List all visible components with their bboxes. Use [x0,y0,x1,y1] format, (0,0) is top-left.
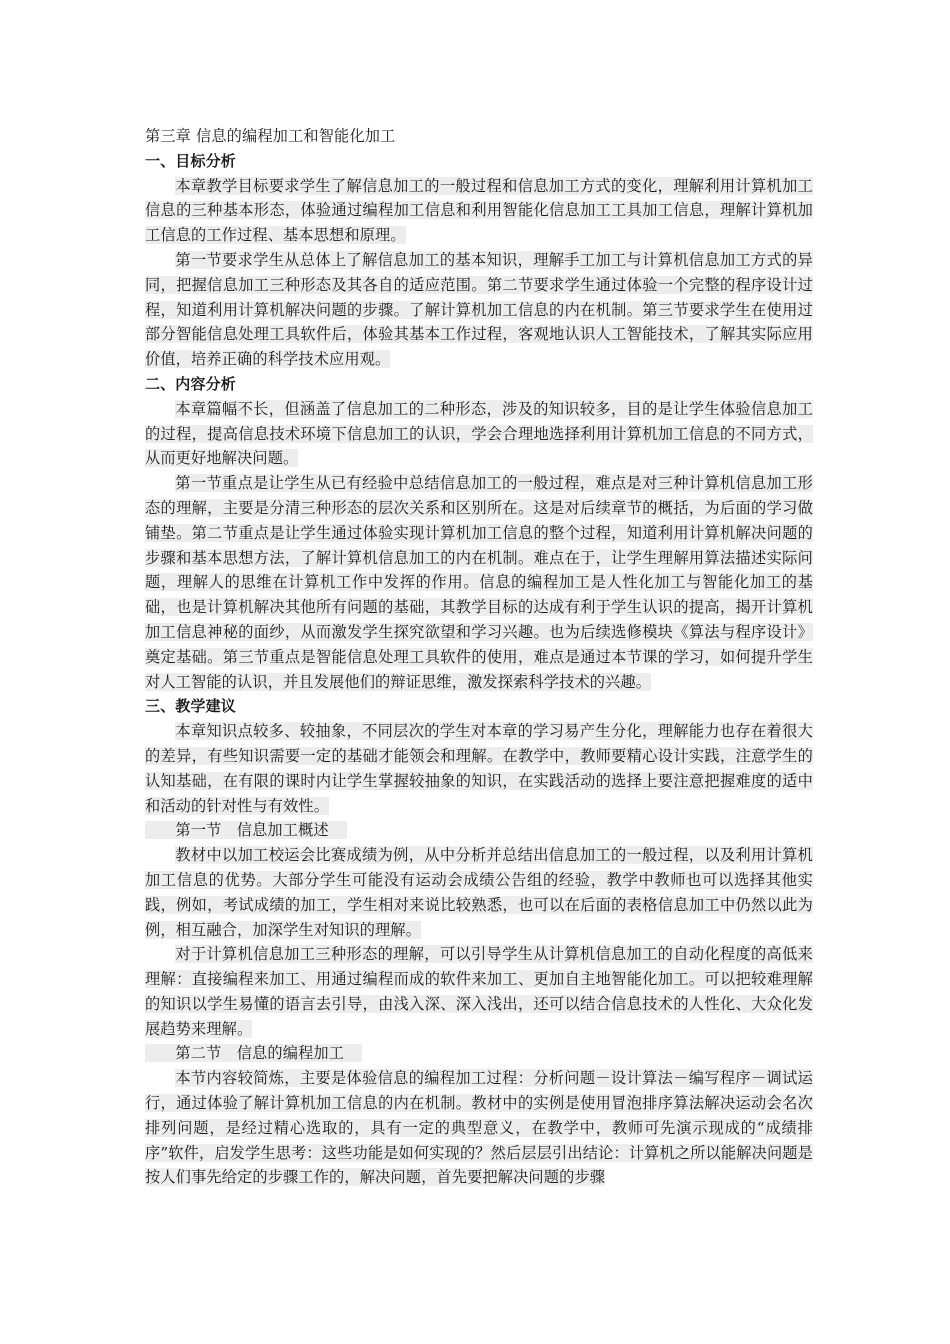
paragraph [145,843,813,942]
paragraph [145,471,813,694]
paragraph-text: 本章篇幅不长，但涵盖了信息加工的二种形态，涉及的知识较多，目的是让学生体验信息加工的过程，提高信息技术环境下信息加工的认识，学会合理地选择利用计算机加工信息的不同方式，从而更好地解决问题。 [145,399,813,468]
paragraph [145,719,813,818]
paragraph-text: 本章知识点较多、较抽象，不同层次的学生对本章的学习易产生分化，理解能力也存在着很大的差异，有些知识需要一定的基础才能领会和理解。在教学中，教师要精心设计实践，注意学生的认知基础，在有限的课时内让学生掌握较抽象的知识，在实践活动的选择上要注意把握难度的适中和活动的针对性与有效性。 [145,722,813,815]
subsection-title [145,1041,813,1066]
subsection-title-text: 第二节 信息的编程加工 [145,1044,362,1062]
section-heading: 三、教学建议 [145,697,236,716]
section-heading: 一、目标分析 [145,151,236,170]
paragraph-text: 本章教学目标要求学生了解信息加工的一般过程和信息加工方式的变化，理解利用计算机加工信息的三种基本形态，体验通过编程加工信息和利用智能化信息加工工具加工信息，理解计算机加工信息的工作过程、基本思想和原理。 [145,176,813,245]
paragraph-text: 第一节要求学生从总体上了解信息加工的基本知识，理解手工加工与计算机信息加工方式的异同，把握信息加工三种形态及其各自的适应范围。第二节要求学生通过体验一个完整的程序设计过程，知道利用计算机解决问题的步骤。了解计算机加工信息的内在机制。第三节要求学生在使用过部分智能信息处理工具软件后，体验其基本工作过程，客观地认识人工智能技术，了解其实际应用价值，培养正确的科学技术应用观。 [145,250,813,369]
subsection-title [145,818,813,843]
section-heading: 二、内容分析 [145,374,236,393]
paragraph [145,174,813,248]
paragraph [145,397,813,471]
subsection-title-text: 第一节 信息加工概述 [145,821,347,839]
chapter-title: 第三章 信息的编程加工和智能化加工 [145,127,396,145]
document-body [145,124,813,1190]
paragraph-text: 第一节重点是让学生从已有经验中总结信息加工的一般过程，难点是对三种计算机信息加工形态的理解，主要是分清三种形态的层次关系和区别所在。这是对后续章节的概括，为后面的学习做铺垫。第二节重点是让学生通过体验实现计算机加工信息的整个过程，知道利用计算机解决问题的步骤和基本思想方法，了解计算机信息加工的内在机制。难点在于，让学生理解用算法描述实际问题，理解人的思维在计算机工作中发挥的作用。信息的编程加工是人性化加工与智能化加工的基础，也是计算机解决其他所有问题的基础，其教学目标的达成有利于学生认识的提高，揭开计算机加工信息神秘的面纱，从而激发学生探究欲望和学习兴趣。也为后续选修模块《算法与程序设计》奠定基础。第三节重点是智能信息处理工具软件的使用，难点是通过本节课的学习，如何提升学生对人工智能的认识，并且发展他们的辩证思维，激发探索科学技术的兴趣。 [145,474,813,691]
paragraph-text: 对于计算机信息加工三种形态的理解，可以引导学生从计算机信息加工的自动化程度的高低来理解：直接编程来加工、用通过编程而成的软件来加工、更加自主地智能化加工。可以把较难理解的知识以学生易懂的语言去引导，由浅入深、深入浅出，还可以结合信息技术的人性化、大众化发展趋势来理解。 [145,945,813,1038]
paragraph-text: 本节内容较简炼，主要是体验信息的编程加工过程：分析问题－设计算法－编写程序－调试运行，通过体验了解计算机加工信息的内在机制。教材中的实例是使用冒泡排序算法解决运动会名次排列问题，是经过精心选取的，具有一定的典型意义，在教学中，教师可先演示现成的“成绩排序”软件，启发学生思考：这些功能是如何实现的？然后层层引出结论：计算机之所以能解决问题是按人们事先给定的步骤工作的，解决问题，首先要把解决问题的步骤 [145,1069,813,1187]
paragraph [145,1066,813,1190]
paragraph [145,942,813,1041]
paragraph-text: 教材中以加工校运会比赛成绩为例，从中分析并总结出信息加工的一般过程，以及利用计算机加工信息的优势。大部分学生可能没有运动会成绩公告组的经验，教学中教师也可以选择其他实践，例如，考试成绩的加工，学生相对来说比较熟悉，也可以在后面的表格信息加工中仍然以此为例，相互融合，加深学生对知识的理解。 [145,846,813,939]
paragraph [145,248,813,372]
